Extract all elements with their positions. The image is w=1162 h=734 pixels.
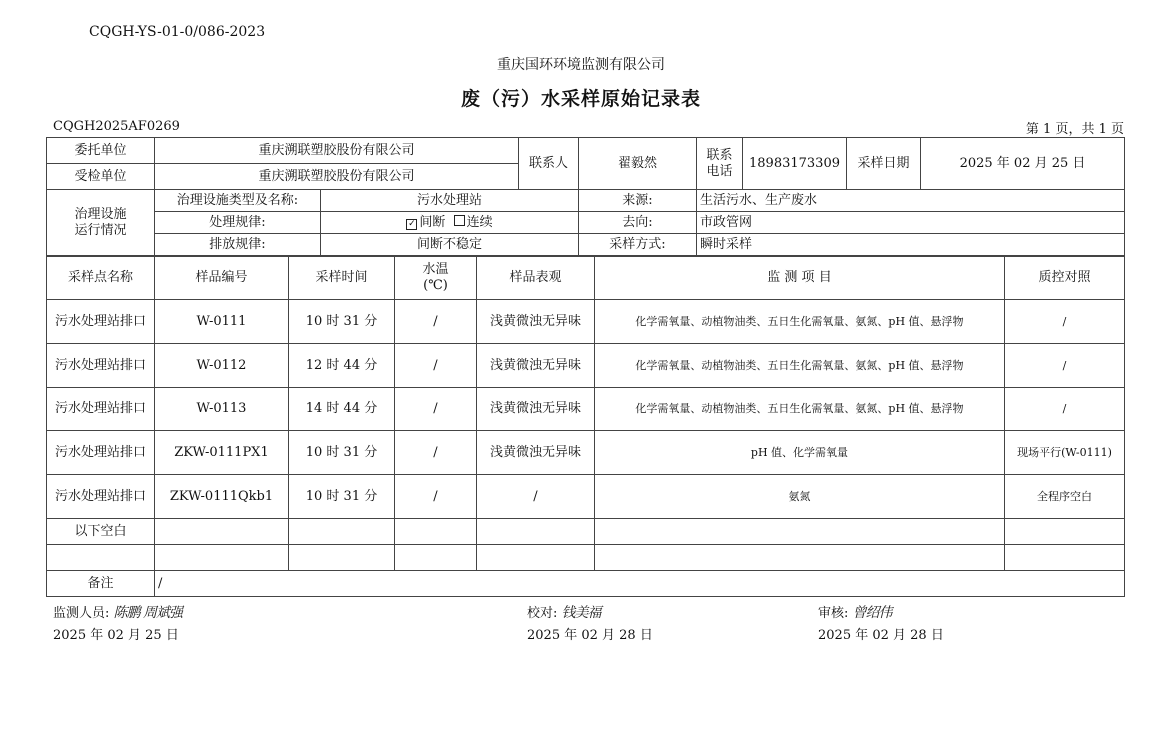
row-temp: / [395, 388, 477, 431]
row-time: 10 时 31 分 [289, 475, 395, 519]
facility-group-label [47, 190, 155, 256]
table-row [47, 300, 1125, 344]
row-qc: / [1005, 344, 1125, 388]
contact-label: 联系人 [519, 138, 579, 190]
header-temp-line1: 水温 [422, 262, 449, 277]
phone-value: 18983173309 [743, 138, 847, 190]
date-value: 2025 年 02 月 25 日 [921, 138, 1125, 190]
method-value: 瞬时采样 [697, 234, 1125, 256]
inspected-value: 重庆溯联塑胶股份有限公司 [155, 164, 519, 190]
row-code: ZKW-0111PX1 [155, 431, 289, 475]
table-row [47, 344, 1125, 388]
continuous-label: 连续 [466, 214, 493, 230]
row-point: 污水处理站排口 [47, 300, 155, 344]
row-qc: / [1005, 388, 1125, 431]
intermittent-checkbox: ✓ [408, 218, 416, 229]
blank-row [47, 519, 1125, 545]
row-code: ZKW-0111Qkb1 [155, 475, 289, 519]
blank-label: 以下空白 [47, 519, 155, 545]
reviewer-handwriting: 曾绍伟 [852, 605, 892, 621]
row-code: W-0112 [155, 344, 289, 388]
source-label: 来源: [579, 190, 697, 212]
facility-table [46, 189, 1125, 256]
document-code: CQGH-YS-01-0/086-2023 [89, 24, 266, 40]
destination-value: 市政管网 [697, 212, 1125, 234]
facility-type-label: 治理设施类型及名称: [155, 190, 321, 212]
page-title: 废（污）水采样原始记录表 [460, 88, 701, 110]
pattern-label: 处理规律: [155, 212, 321, 234]
method-label: 采样方式: [579, 234, 697, 256]
reviewer-label: 审核: [818, 606, 849, 621]
row-temp: / [395, 431, 477, 475]
date-label: 采样日期 [847, 138, 921, 190]
intermittent-label: 间断 [419, 214, 446, 230]
row-temp: / [395, 475, 477, 519]
record-number: CQGH2025AF0269 [53, 119, 180, 134]
header-code: 样品编号 [155, 257, 289, 300]
remarks-row [47, 571, 1125, 597]
row-appearance: / [477, 475, 595, 519]
facility-type-value: 污水处理站 [321, 190, 579, 212]
row-qc: 全程序空白 [1005, 475, 1125, 519]
row-items: 化学需氧量、动植物油类、五日生化需氧量、氨氮、pH 值、悬浮物 [595, 300, 1005, 344]
row-appearance: 浅黄微浊无异味 [477, 388, 595, 431]
monitor-date: 2025 年 02 月 25 日 [53, 628, 179, 643]
row-time: 14 时 44 分 [289, 388, 395, 431]
checker-handwriting: 钱美福 [561, 605, 601, 621]
row-point: 污水处理站排口 [47, 475, 155, 519]
reviewer-signature [818, 602, 892, 622]
row-qc: / [1005, 300, 1125, 344]
table-row [47, 388, 1125, 431]
row-qc: 现场平行(W-0111) [1005, 431, 1125, 475]
row-appearance: 浅黄微浊无异味 [477, 431, 595, 475]
client-value: 重庆溯联塑胶股份有限公司 [155, 138, 519, 164]
row-time: 10 时 31 分 [289, 431, 395, 475]
checker-label: 校对: [527, 606, 558, 621]
pattern-value [321, 212, 579, 234]
row-point: 污水处理站排口 [47, 344, 155, 388]
table-row [47, 431, 1125, 475]
row-appearance: 浅黄微浊无异味 [477, 344, 595, 388]
empty-row [47, 545, 1125, 571]
header-items: 监 测 项 目 [595, 257, 1005, 300]
monitor-handwriting: 陈鹏 周斌强 [113, 605, 182, 621]
header-time: 采样时间 [289, 257, 395, 300]
page-info: 第 1 页，共 1 页 [1025, 122, 1124, 137]
remarks-label: 备注 [47, 571, 155, 597]
header-temp-line2: (℃) [423, 278, 448, 293]
row-appearance: 浅黄微浊无异味 [477, 300, 595, 344]
row-items: 化学需氧量、动植物油类、五日生化需氧量、氨氮、pH 值、悬浮物 [595, 344, 1005, 388]
samples-table [46, 256, 1125, 597]
checker-signature [527, 602, 601, 622]
facility-group-line2: 运行情况 [74, 222, 127, 238]
row-time: 10 时 31 分 [289, 300, 395, 344]
row-items: 化学需氧量、动植物油类、五日生化需氧量、氨氮、pH 值、悬浮物 [595, 388, 1005, 431]
header-appearance: 样品表观 [477, 257, 595, 300]
inspected-label: 受检单位 [47, 164, 155, 190]
row-time: 12 时 44 分 [289, 344, 395, 388]
discharge-label: 排放规律: [155, 234, 321, 256]
contact-value: 翟毅然 [579, 138, 697, 190]
phone-label-line1: 联系 [706, 147, 733, 163]
client-label: 委托单位 [47, 138, 155, 164]
destination-label: 去向: [579, 212, 697, 234]
row-items: 氨氮 [595, 475, 1005, 519]
row-temp: / [395, 344, 477, 388]
header-qc: 质控对照 [1005, 257, 1125, 300]
row-temp: / [395, 300, 477, 344]
source-value: 生活污水、生产废水 [697, 190, 1125, 212]
reviewer-date: 2025 年 02 月 28 日 [818, 628, 944, 643]
row-code: W-0113 [155, 388, 289, 431]
continuous-checkbox [454, 215, 465, 226]
remarks-value: / [155, 571, 1125, 597]
discharge-value: 间断不稳定 [321, 234, 579, 256]
checker-date: 2025 年 02 月 28 日 [527, 628, 653, 643]
client-info-table [46, 137, 1125, 190]
phone-label-line2: 电话 [706, 163, 733, 179]
phone-label [697, 138, 743, 190]
monitor-signature [53, 602, 182, 622]
table-row [47, 475, 1125, 519]
header-point: 采样点名称 [47, 257, 155, 300]
row-code: W-0111 [155, 300, 289, 344]
row-point: 污水处理站排口 [47, 431, 155, 475]
company-name: 重庆国环环境监测有限公司 [497, 57, 665, 73]
row-items: pH 值、化学需氧量 [595, 431, 1005, 475]
row-point: 污水处理站排口 [47, 388, 155, 431]
monitor-label: 监测人员: [53, 606, 110, 621]
header-temp [395, 257, 477, 300]
facility-group-line1: 治理设施 [74, 206, 127, 222]
